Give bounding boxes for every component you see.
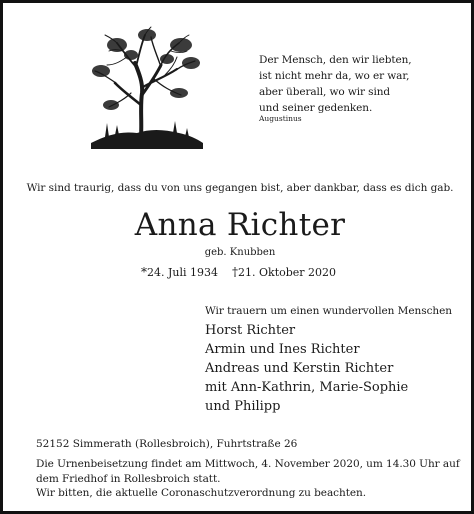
death-date: 21. Oktober 2020 — [238, 266, 337, 279]
condolence-line: Wir sind traurig, dass du von uns gegangen bist, aber dankbar, dass es dich gab. — [26, 182, 454, 194]
poem-line: ist nicht mehr da, wo er war, — [259, 70, 410, 82]
poem-line: aber überall, wo wir sind — [259, 86, 391, 98]
poem-line: und seiner gedenken. — [259, 102, 373, 114]
birth-star-icon: * — [141, 265, 147, 279]
death-cross-icon: † — [232, 265, 239, 279]
mourner-line: Horst Richter — [205, 323, 296, 338]
birth-name: geb. Knubben — [204, 247, 276, 258]
poem-line: Der Mensch, den wir liebten, — [259, 54, 412, 66]
poem-source: Augustinus — [259, 114, 302, 123]
birth-date: 24. Juli 1934 — [147, 266, 219, 279]
note-line: Die Urnenbeisetzung findet am Mittwoch, 4. November 2020, um 14.30 Uhr auf — [36, 458, 460, 470]
note-line: dem Friedhof in Rollesbroich statt. — [36, 472, 221, 485]
tree-illustration-icon — [87, 25, 205, 149]
funeral-notes — [36, 457, 460, 501]
mourning-intro: Wir trauern um einen wundervollen Menschen — [205, 305, 453, 317]
address: 52152 Simmerath (Rollesbroich), Fuhrtstraße 26 — [36, 438, 298, 450]
deceased-name: Anna Richter — [134, 207, 346, 243]
mourner-line: und Philipp — [205, 399, 281, 414]
life-dates — [141, 265, 336, 279]
note-line: Wir bitten, die aktuelle Coronaschutzverordnung zu beachten. — [36, 487, 367, 499]
poem — [259, 52, 412, 116]
mourner-line: Andreas und Kerstin Richter — [205, 361, 394, 376]
mourners-list — [205, 321, 408, 416]
mourner-line: Armin und Ines Richter — [205, 342, 360, 357]
mourner-line: mit Ann-Kathrin, Marie-Sophie — [205, 380, 409, 395]
